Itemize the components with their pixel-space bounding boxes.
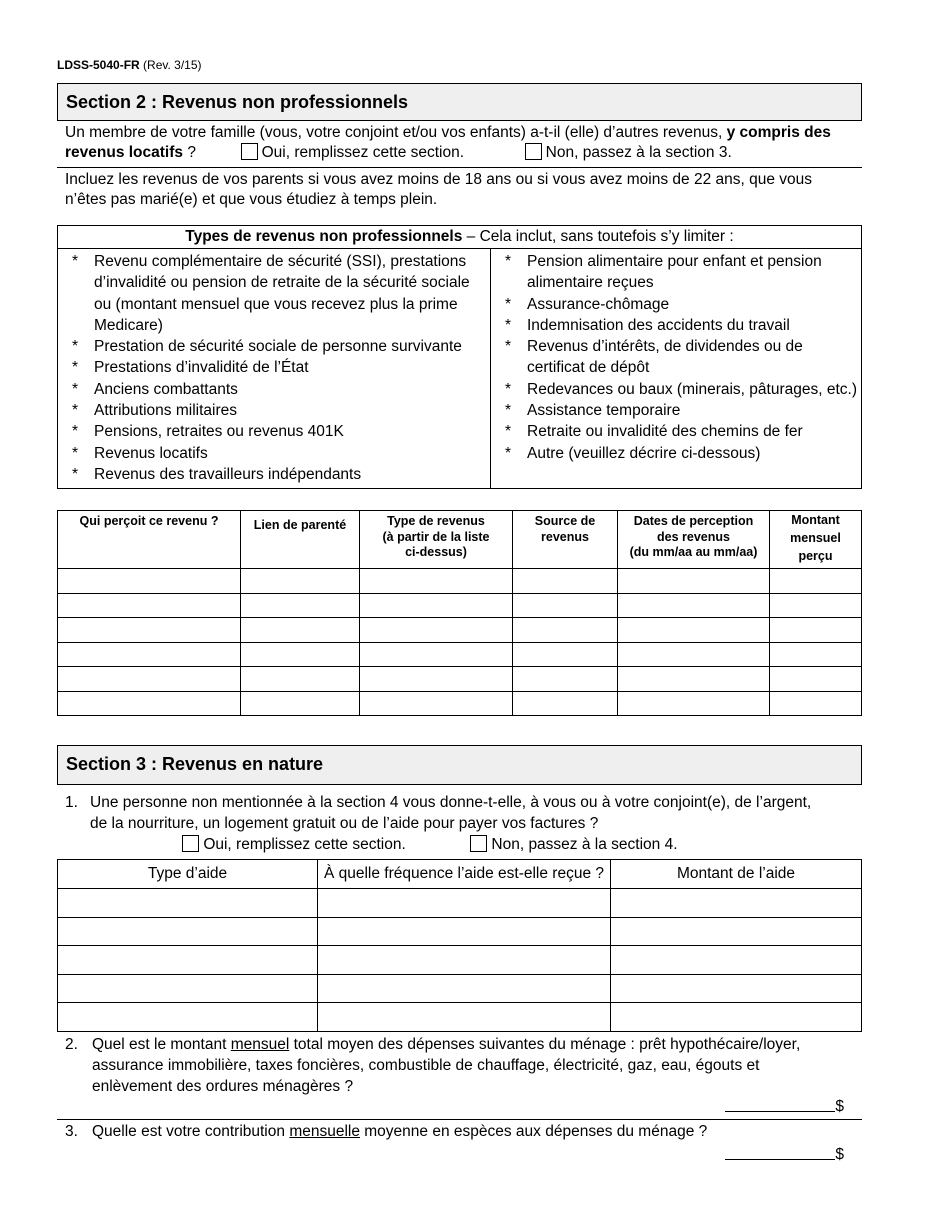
- income-type-item: * Pensions, retraites ou revenus 401K: [58, 421, 490, 442]
- aid-row-cell[interactable]: [318, 974, 611, 1003]
- income-row-cell[interactable]: [618, 642, 770, 667]
- income-row-cell[interactable]: [770, 642, 862, 667]
- cash-contribution-amount-field[interactable]: $: [725, 1144, 844, 1165]
- section-2-no-checkbox[interactable]: [525, 143, 542, 160]
- aid-row-cell[interactable]: [58, 946, 318, 975]
- income-row: [58, 667, 862, 692]
- aid-row: [58, 974, 862, 1003]
- income-row-cell[interactable]: [58, 642, 241, 667]
- income-type-item: * Revenus d’intérêts, de dividendes ou de certificat de dépôt: [491, 336, 861, 379]
- aid-row-cell[interactable]: [58, 974, 318, 1003]
- aid-row-cell[interactable]: [318, 1003, 611, 1032]
- income-row-cell[interactable]: [513, 593, 618, 618]
- section-3-question-3: 3. Quelle est votre contribution mensuelle moyenne en espèces aux dépenses du ménage ? $: [65, 1122, 844, 1163]
- income-type-item: * Prestations d’invalidité de l’État: [58, 357, 490, 378]
- income-type-item: * Autre (veuillez décrire ci-dessous): [491, 443, 861, 464]
- col-income-source: Source de revenus: [513, 511, 618, 569]
- section-2-yes-checkbox[interactable]: [241, 143, 258, 160]
- income-row-cell[interactable]: [360, 618, 513, 643]
- section-2-question: Un membre de votre famille (vous, votre conjoint et/ou vos enfants) a-t-il (elle) d’autres revenus, y compris des revenus locatifs ? Oui, remplissez cette section. Non, passez à la section 3.: [57, 121, 862, 168]
- income-row-cell[interactable]: [241, 642, 360, 667]
- income-row-cell[interactable]: [360, 691, 513, 716]
- aid-row-cell[interactable]: [318, 917, 611, 946]
- aid-row-cell[interactable]: [58, 889, 318, 918]
- aid-row-cell[interactable]: [611, 917, 862, 946]
- aid-row: [58, 889, 862, 918]
- income-row: [58, 691, 862, 716]
- aid-row-cell[interactable]: [611, 974, 862, 1003]
- income-row: [58, 618, 862, 643]
- income-row-cell[interactable]: [360, 569, 513, 594]
- income-type-item: * Redevances ou baux (minerais, pâturages, etc.): [491, 379, 861, 400]
- income-row-cell[interactable]: [241, 618, 360, 643]
- aid-row: [58, 917, 862, 946]
- section-3: [57, 745, 862, 1171]
- income-row: [58, 569, 862, 594]
- income-row-cell[interactable]: [770, 569, 862, 594]
- income-row: [58, 593, 862, 618]
- income-row-cell[interactable]: [770, 593, 862, 618]
- income-row-cell[interactable]: [513, 642, 618, 667]
- aid-row: [58, 1003, 862, 1032]
- col-income-dates: Dates de perception des revenus (du mm/aa au mm/aa): [618, 511, 770, 569]
- income-row-cell[interactable]: [618, 593, 770, 618]
- income-row-cell[interactable]: [58, 667, 241, 692]
- aid-row: [58, 946, 862, 975]
- income-type-item: * Prestation de sécurité sociale de personne survivante: [58, 336, 490, 357]
- income-details-table: [57, 510, 862, 716]
- income-row-cell[interactable]: [618, 667, 770, 692]
- section-3-no-label: Non, passez à la section 4.: [491, 836, 678, 853]
- col-monthly-amount: Montant mensuel perçu: [770, 511, 862, 569]
- income-row: [58, 642, 862, 667]
- income-type-item: * Retraite ou invalidité des chemins de fer: [491, 421, 861, 442]
- income-types-title: Types de revenus non professionnels – Cela inclut, sans toutefois s’y limiter :: [58, 226, 862, 249]
- income-row-cell[interactable]: [58, 569, 241, 594]
- income-row-cell[interactable]: [241, 593, 360, 618]
- income-type-item: * Indemnisation des accidents du travail: [491, 315, 861, 336]
- col-recipient: Qui perçoit ce revenu ?: [58, 511, 241, 569]
- form-revision: (Rev. 3/15): [143, 58, 202, 72]
- income-type-item: * Revenus des travailleurs indépendants: [58, 464, 490, 485]
- income-row-cell[interactable]: [513, 618, 618, 643]
- section-2-title: Section 2 : Revenus non professionnels: [57, 83, 862, 121]
- col-aid-frequency: À quelle fréquence l’aide est-elle reçue ?: [318, 860, 611, 889]
- income-row-cell[interactable]: [58, 593, 241, 618]
- income-type-item: * Anciens combattants: [58, 379, 490, 400]
- income-row-cell[interactable]: [618, 569, 770, 594]
- income-types-table: [57, 225, 862, 489]
- income-row-cell[interactable]: [360, 593, 513, 618]
- income-row-cell[interactable]: [513, 691, 618, 716]
- aid-row-cell[interactable]: [318, 889, 611, 918]
- income-type-item: * Revenus locatifs: [58, 443, 490, 464]
- section-3-yes-checkbox[interactable]: [182, 835, 199, 852]
- household-expenses-amount-field[interactable]: $: [725, 1096, 844, 1117]
- section-2-no-label: Non, passez à la section 3.: [545, 144, 732, 161]
- income-types-right: [491, 249, 862, 489]
- income-row-cell[interactable]: [241, 569, 360, 594]
- income-row-cell[interactable]: [770, 667, 862, 692]
- col-relationship: Lien de parenté: [241, 511, 360, 569]
- form-code: LDSS-5040-FR (Rev. 3/15): [57, 58, 202, 72]
- aid-row-cell[interactable]: [58, 1003, 318, 1032]
- section-3-yes-label: Oui, remplissez cette section.: [203, 836, 406, 853]
- section-3-question-1: 1. Une personne non mentionnée à la section 4 vous donne-t-elle, à vous ou à votre conjoint(e), de l’argent, de la nourriture, un logement gratuit ou de l’aide pour payer vos factures ? Oui, remplissez cette section. Non, passez à la section 4.: [65, 794, 812, 853]
- section-2-yes-label: Oui, remplissez cette section.: [261, 144, 465, 161]
- section-2: [57, 83, 862, 716]
- in-kind-aid-table: [57, 859, 862, 1032]
- section-3-no-checkbox[interactable]: [470, 835, 487, 852]
- income-row-cell[interactable]: [770, 618, 862, 643]
- income-type-item: * Assurance-chômage: [491, 294, 861, 315]
- aid-row-cell[interactable]: [318, 946, 611, 975]
- section-3-question-2: 2. Quel est le montant mensuel total moyen des dépenses suivantes du ménage : prêt hypothécaire/loyer, assurance immobilière, taxes foncières, combustible de chauffage, électricité, gaz, eau, égouts et enlèvement des ordures ménagères ? $: [57, 1034, 862, 1120]
- income-type-item: * Pension alimentaire pour enfant et pension alimentaire reçues: [491, 251, 861, 294]
- income-row-cell[interactable]: [618, 618, 770, 643]
- aid-row-cell[interactable]: [611, 1003, 862, 1032]
- col-aid-type: Type d’aide: [58, 860, 318, 889]
- income-row-cell[interactable]: [770, 691, 862, 716]
- col-aid-amount: Montant de l’aide: [611, 860, 862, 889]
- aid-row-cell[interactable]: [611, 889, 862, 918]
- income-row-cell[interactable]: [58, 618, 241, 643]
- aid-row-cell[interactable]: [58, 917, 318, 946]
- income-row-cell[interactable]: [513, 569, 618, 594]
- section-2-note: Incluez les revenus de vos parents si vous avez moins de 18 ans ou si vous avez moins de 22 ans, que vous n’êtes pas marié(e) et que vous étudiez à temps plein.: [65, 171, 813, 208]
- income-type-item: * Revenu complémentaire de sécurité (SSI), prestations d’invalidité ou pension de retraite de la sécurité sociale ou (montant mensuel que vous recevez plus la prime Medicare): [58, 251, 490, 336]
- income-row-cell[interactable]: [241, 667, 360, 692]
- col-income-type: Type de revenus (à partir de la liste ci-dessus): [360, 511, 513, 569]
- income-row-cell[interactable]: [360, 667, 513, 692]
- income-row-cell[interactable]: [58, 691, 241, 716]
- income-row-cell[interactable]: [360, 642, 513, 667]
- income-row-cell[interactable]: [513, 667, 618, 692]
- income-row-cell[interactable]: [618, 691, 770, 716]
- section-3-title: Section 3 : Revenus en nature: [57, 745, 862, 785]
- income-row-cell[interactable]: [241, 691, 360, 716]
- income-types-left: [58, 249, 491, 489]
- income-type-item: * Assistance temporaire: [491, 400, 861, 421]
- aid-row-cell[interactable]: [611, 946, 862, 975]
- income-type-item: * Attributions militaires: [58, 400, 490, 421]
